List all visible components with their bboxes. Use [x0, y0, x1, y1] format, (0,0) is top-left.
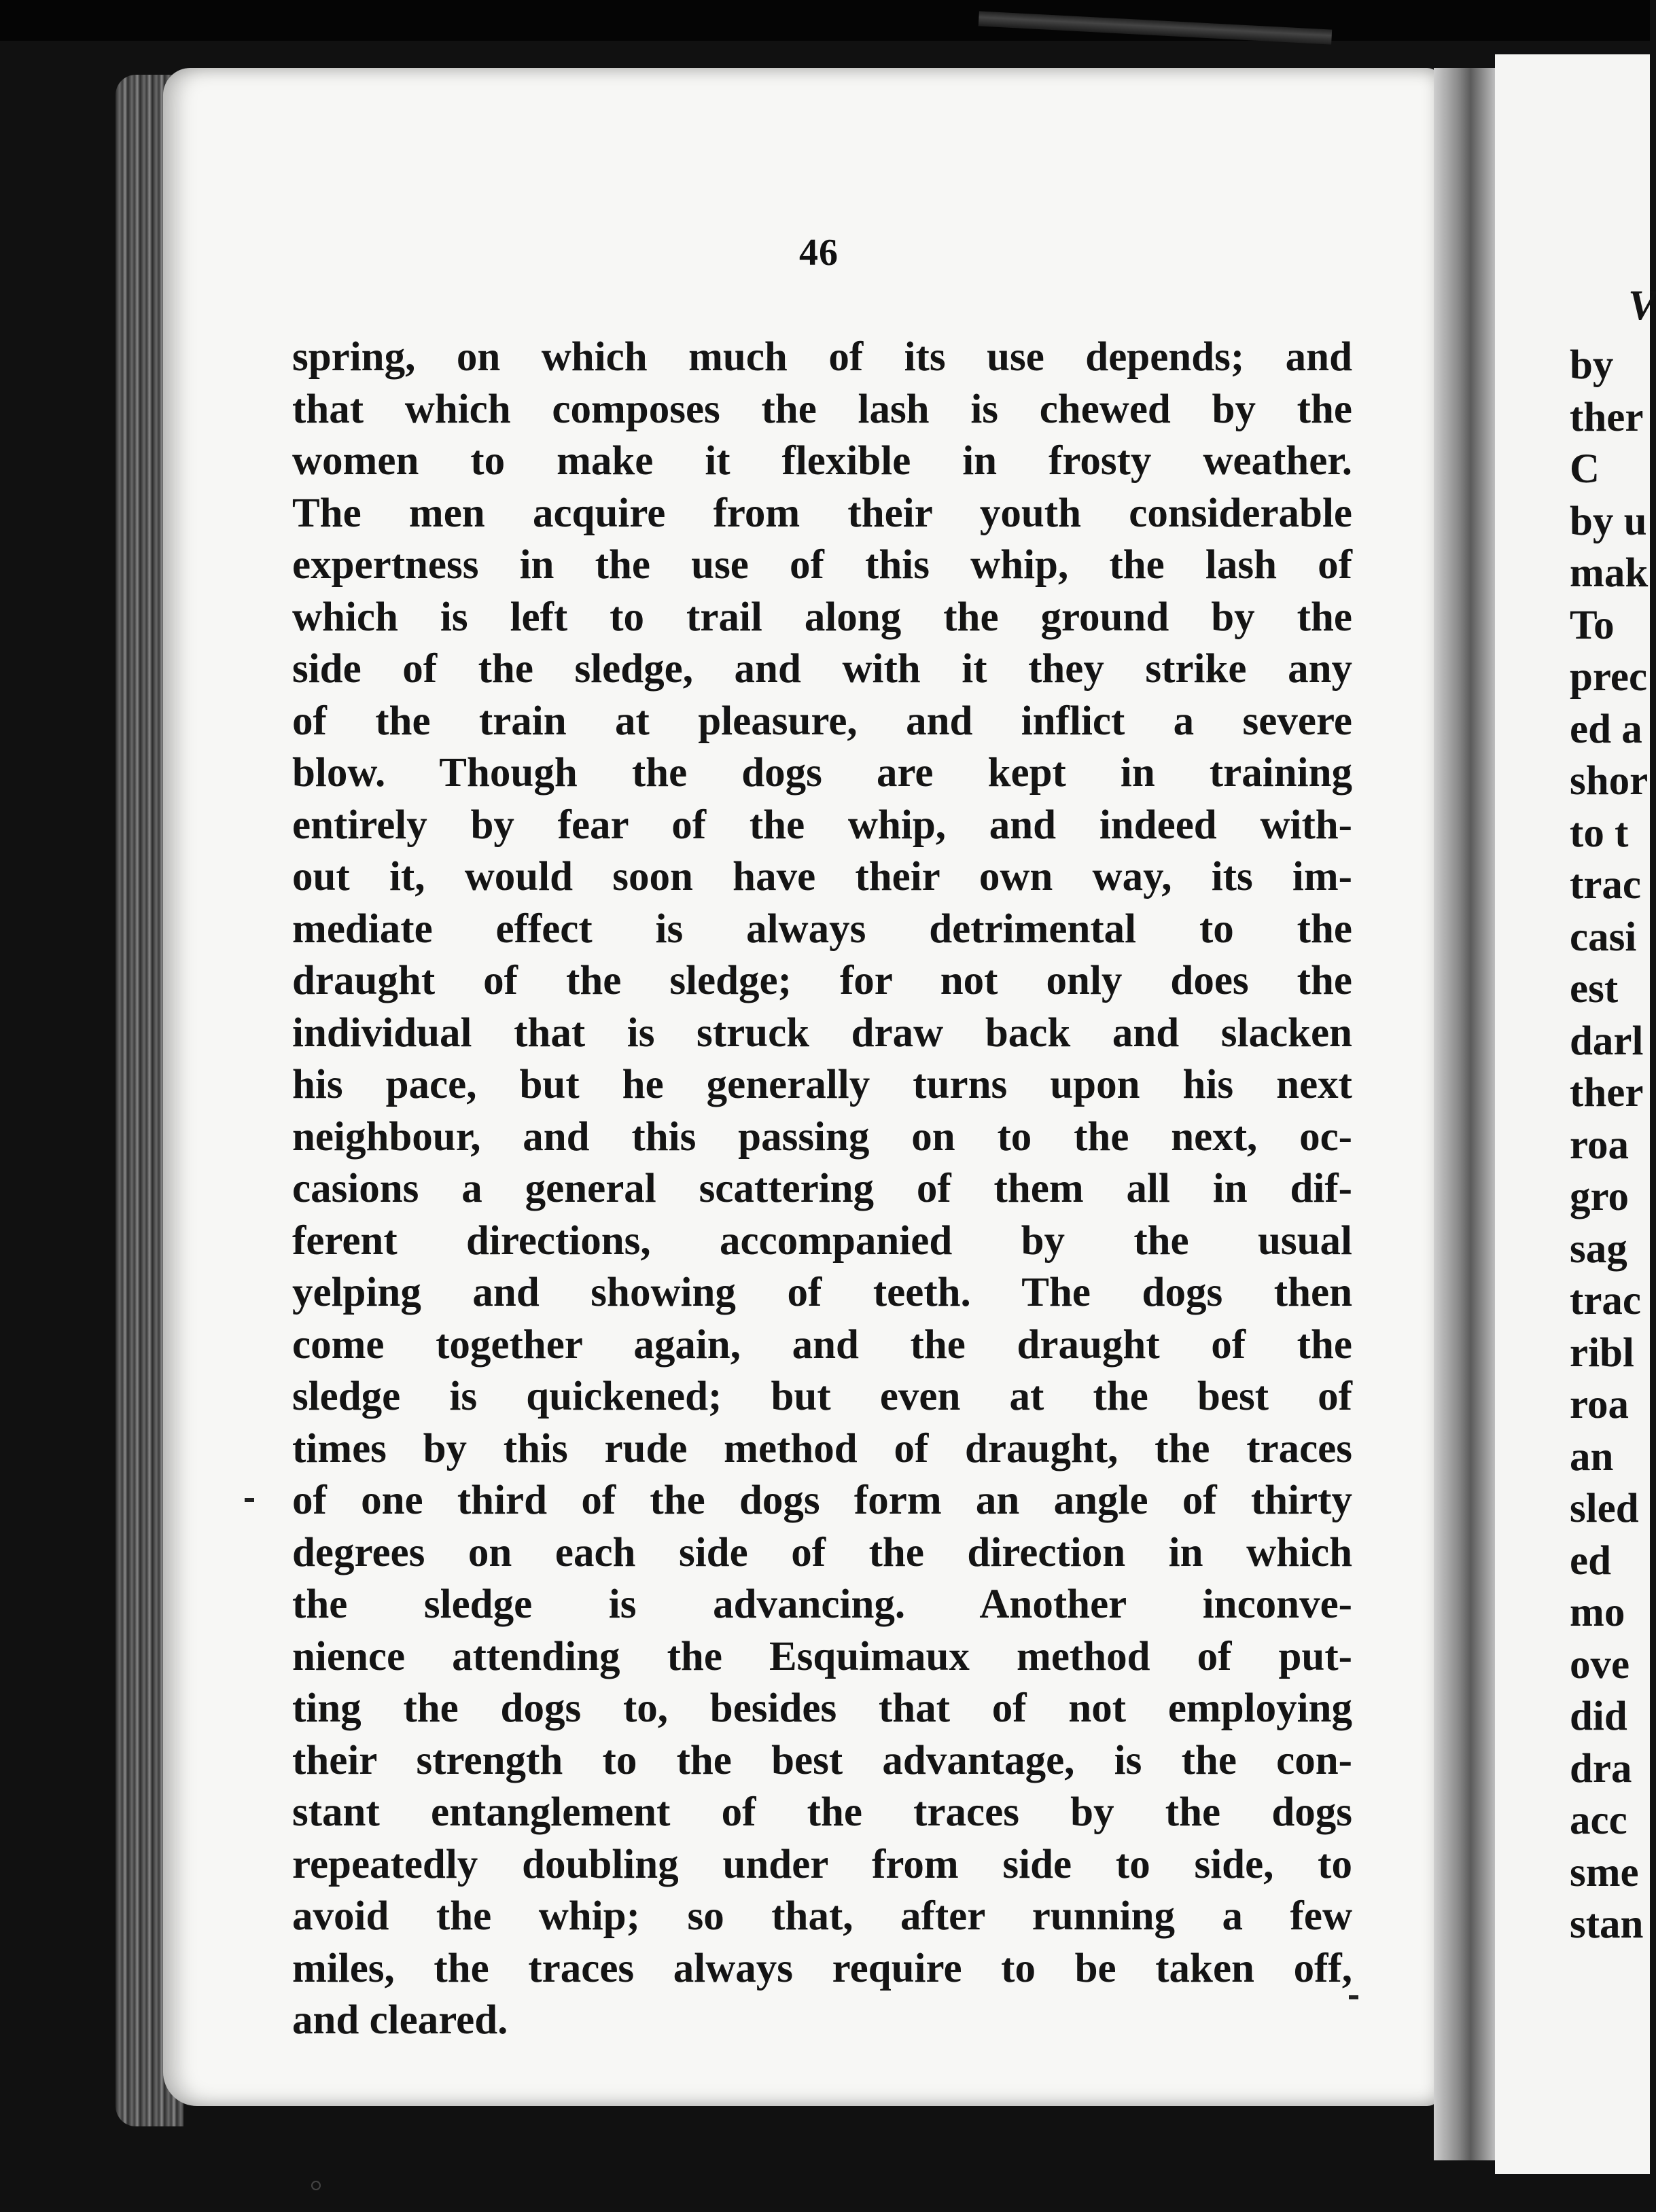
text-line: stant entanglement of the traces by the dogs — [292, 1789, 1352, 1835]
facing-page-line-fragment: by u — [1570, 498, 1647, 544]
facing-page-line-fragment: ove — [1570, 1641, 1630, 1688]
text-line: mediate effect is always detrimental to the — [292, 906, 1352, 952]
text-line: that which composes the lash is chewed by the — [292, 386, 1352, 432]
facing-page-line-fragment: casi — [1570, 914, 1637, 960]
text-line: The men acquire from their youth considerable — [292, 490, 1352, 536]
facing-page-line-fragment: darl — [1570, 1018, 1644, 1064]
text-line: draught of the sledge; for not only does the — [292, 958, 1352, 1003]
text-line: and cleared. — [292, 1997, 508, 2043]
text-line: yelping and showing of teeth. The dogs then — [292, 1270, 1352, 1315]
text-line: their strength to the best advantage, is the con- — [292, 1737, 1352, 1783]
facing-page-line-fragment: trac — [1570, 862, 1641, 908]
facing-page-line-fragment: to t — [1570, 810, 1629, 856]
facing-page-line-fragment: C — [1570, 446, 1600, 492]
facing-page-line-fragment: ed — [1570, 1537, 1611, 1584]
text-line: avoid the whip; so that, after running a few — [292, 1893, 1352, 1939]
text-line: the sledge is advancing. Another inconve- — [292, 1582, 1352, 1627]
text-line: women to make it flexible in frosty weather. — [292, 438, 1352, 484]
text-line: of one third of the dogs form an angle of thirty — [292, 1478, 1352, 1523]
facing-page-line-fragment: ribl — [1570, 1330, 1634, 1376]
text-line: times by this rude method of draught, the traces — [292, 1425, 1352, 1471]
facing-page-line-fragment: acc — [1570, 1798, 1627, 1843]
facing-page-line-fragment: roa — [1570, 1382, 1629, 1427]
facing-page-line-fragment: mo — [1570, 1590, 1625, 1635]
text-line: casions a general scattering of them all in dif- — [292, 1166, 1352, 1211]
text-line: his pace, but he generally turns upon his next — [292, 1062, 1352, 1107]
text-line: spring, on which much of its use depends; and — [292, 334, 1352, 380]
facing-page-header-fragment: V — [1628, 283, 1656, 329]
text-line: entirely by fear of the whip, and indeed with- — [292, 802, 1352, 848]
text-line: which is left to trail along the ground by the — [292, 594, 1352, 640]
text-line: side of the sledge, and with it they strike any — [292, 646, 1352, 692]
facing-page-line-fragment: ed a — [1570, 706, 1642, 752]
text-line: ting the dogs to, besides that of not employing — [292, 1685, 1352, 1731]
text-line: out it, would soon have their own way, its im- — [292, 854, 1352, 899]
facing-page-line-fragment: trac — [1570, 1278, 1641, 1323]
facing-page-line-fragment: dra — [1570, 1745, 1632, 1791]
facing-page-text — [1570, 340, 1650, 1951]
margin-mark — [245, 1498, 254, 1502]
text-line: nience attending the Esquimaux method of put- — [292, 1633, 1352, 1679]
facing-page-line-fragment: ther — [1570, 394, 1644, 440]
scan-top-edge — [0, 0, 1650, 41]
facing-page-line-fragment: did — [1570, 1694, 1627, 1739]
facing-page-line-fragment: an — [1570, 1433, 1614, 1480]
text-line: individual that is struck draw back and slacken — [292, 1010, 1352, 1056]
facing-page-line-fragment: roa — [1570, 1122, 1629, 1168]
facing-page-line-fragment: sled — [1570, 1486, 1639, 1531]
facing-page-line-fragment: To — [1570, 602, 1615, 648]
facing-page-line-fragment: shor — [1570, 758, 1649, 804]
page-number: 46 — [799, 232, 839, 274]
margin-mark — [1349, 1995, 1358, 1999]
text-line: degrees on each side of the direction in which — [292, 1529, 1352, 1575]
text-line: neighbour, and this passing on to the next, oc- — [292, 1113, 1352, 1160]
facing-page-line-fragment: prec — [1570, 654, 1648, 700]
body-text — [292, 332, 1352, 2047]
text-line: repeatedly doubling under from side to side, to — [292, 1841, 1352, 1887]
text-line: expertness in the use of this whip, the lash of — [292, 542, 1352, 588]
text-line: sledge is quickened; but even at the best of — [292, 1374, 1352, 1419]
facing-page-line-fragment: gro — [1570, 1174, 1629, 1219]
text-line: come together again, and the draught of the — [292, 1321, 1352, 1368]
book-gutter — [1434, 68, 1495, 2160]
scan-dot — [311, 2181, 321, 2190]
text-line: miles, the traces always require to be taken off, — [292, 1945, 1352, 1991]
facing-page-line-fragment: est — [1570, 966, 1619, 1012]
facing-page-line-fragment: stan — [1570, 1902, 1644, 1947]
facing-page-line-fragment: by — [1570, 342, 1614, 388]
text-line: of the train at pleasure, and inflict a severe — [292, 698, 1352, 744]
facing-page-line-fragment: ther — [1570, 1070, 1644, 1116]
facing-page-line-fragment: mak — [1570, 550, 1649, 596]
facing-page-line-fragment: sme — [1570, 1849, 1639, 1895]
facing-page-line-fragment: sag — [1570, 1226, 1627, 1272]
text-line: blow. Though the dogs are kept in training — [292, 750, 1352, 796]
text-line: ferent directions, accompanied by the usual — [292, 1217, 1352, 1264]
